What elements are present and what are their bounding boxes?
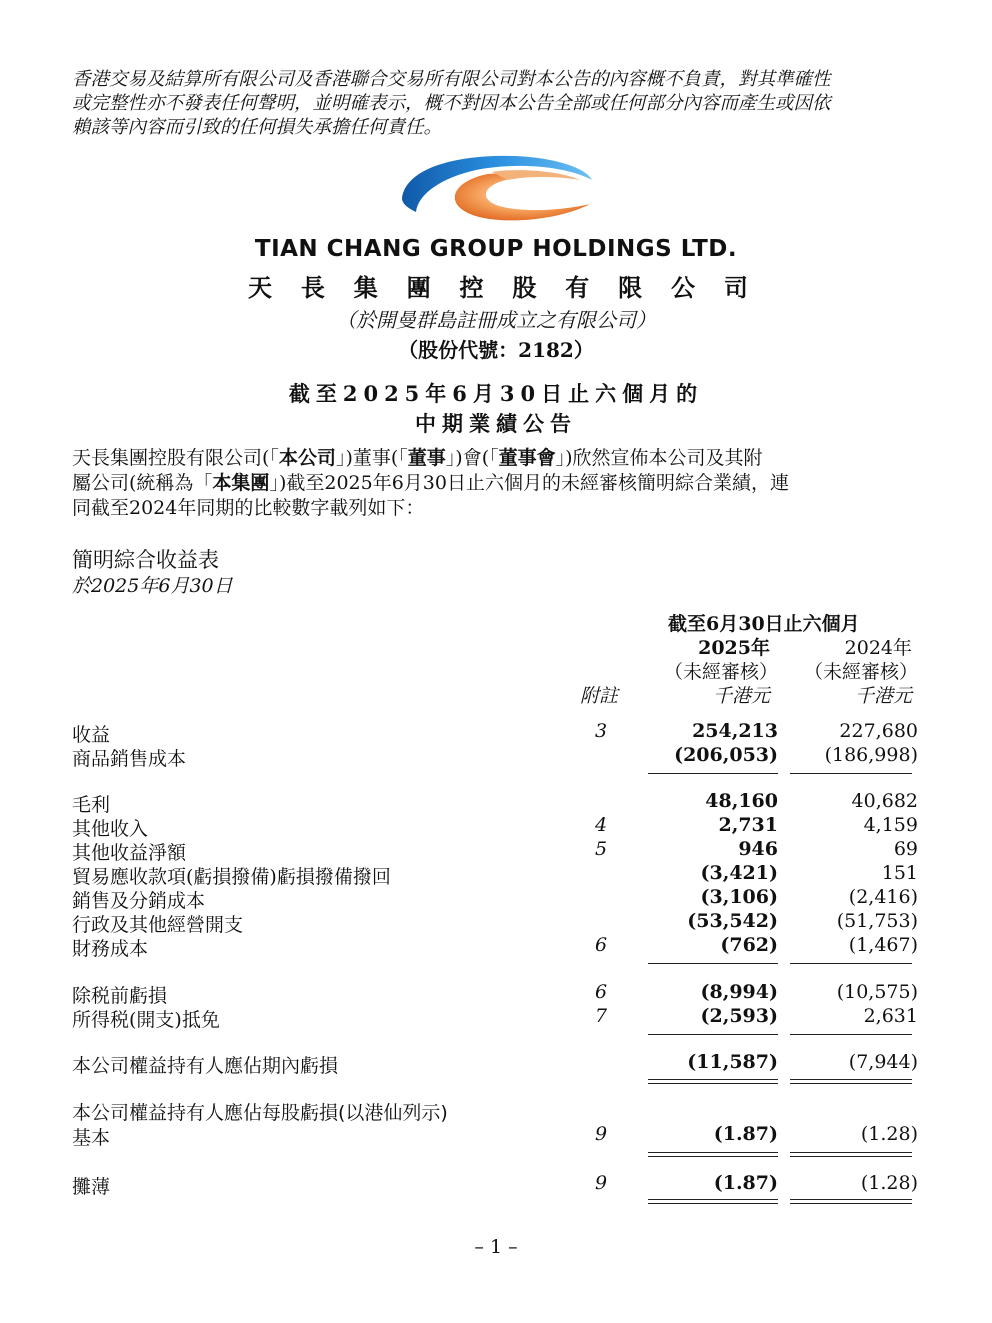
row-value-2024: (186,998) [824, 744, 918, 766]
company-name-zh-char: 長 [300, 274, 325, 302]
row-label: 銷售及分銷成本 [72, 890, 206, 912]
table-row [0, 886, 992, 910]
row-value-2024: (10,575) [836, 981, 918, 1003]
table-row [0, 1005, 992, 1029]
row-label: 貿易應收款項(虧損撥備)虧損撥備撥回 [72, 866, 391, 888]
row-label: 基本 [72, 1127, 111, 1149]
intro-defined-term: 董事會 [498, 447, 556, 469]
total-double-rule [648, 1079, 778, 1084]
row-value-2025: 48,160 [705, 790, 778, 812]
page-number: – 1 – [474, 1236, 518, 1258]
table-row [0, 1123, 992, 1147]
total-double-rule [648, 1152, 778, 1157]
company-name-zh-char: 公 [671, 274, 695, 302]
row-value-2025: (3,106) [700, 886, 778, 908]
intro-paragraph [72, 446, 922, 521]
row-note: 7 [594, 1005, 608, 1027]
table-row [0, 720, 992, 744]
row-value-2025: (1.87) [713, 1172, 778, 1194]
row-value-2025: (3,421) [700, 862, 778, 884]
table-row [0, 744, 992, 768]
subtotal-rule [648, 773, 778, 774]
row-label: 財務成本 [72, 938, 149, 960]
row-value-2025: (206,053) [674, 744, 778, 766]
col-2025-year: 2025年 [698, 637, 770, 659]
intro-text: 」)截至2025年6月30日止六個月的未經審核簡明綜合業績，連 [269, 472, 789, 494]
table-row [0, 862, 992, 886]
row-label: 除税前虧損 [72, 985, 168, 1007]
intro-line [72, 471, 922, 496]
row-note: 3 [594, 720, 608, 742]
row-value-2024: (1.28) [860, 1123, 918, 1145]
col-2024-year: 2024年 [844, 637, 912, 659]
row-label: 本公司權益持有人應佔期內虧損 [72, 1055, 339, 1077]
row-value-2024: 151 [881, 862, 918, 884]
total-double-rule [790, 1152, 912, 1157]
row-value-2024: 69 [893, 838, 918, 860]
col-2024-audit: （未經審核） [803, 661, 918, 683]
announcement-title-line2: 中期業績公告 [415, 411, 577, 436]
row-value-2024: 227,680 [839, 720, 918, 742]
row-value-2024: (51,753) [836, 910, 918, 932]
intro-line: 同截至2024年同期的比較數字載列如下： [72, 497, 425, 519]
table-row [0, 934, 992, 958]
table-row [0, 1051, 992, 1075]
subtotal-rule [790, 773, 912, 774]
row-note: 6 [594, 934, 608, 956]
company-name-zh [248, 268, 748, 303]
company-name-zh-char: 限 [618, 274, 643, 302]
period-header: 截至6月30日止六個月 [668, 613, 860, 635]
announcement-title-line1: 截至2025年6月30日止六個月的 [288, 381, 704, 406]
intro-defined-term: 本集團 [212, 472, 270, 494]
intro-text: 屬公司(統稱為「 [72, 472, 213, 494]
row-value-2024: 40,682 [851, 790, 918, 812]
disclaimer-line: 或完整性亦不發表任何聲明，並明確表示，概不對因本公告全部或任何部分內容而產生或因依 [72, 93, 831, 114]
disclaimer-line: 賴該等內容而引致的任何損失承擔任何責任。 [72, 117, 443, 138]
row-value-2024: 4,159 [863, 814, 918, 836]
row-value-2024: (1.28) [860, 1172, 918, 1194]
total-double-rule [790, 1199, 912, 1204]
row-label: 收益 [72, 724, 111, 746]
table-row [0, 1098, 992, 1122]
intro-text: 天長集團控股有限公司(「 [72, 447, 279, 469]
company-name-zh-char: 司 [723, 274, 748, 302]
row-label: 其他收益淨額 [72, 842, 187, 864]
row-value-2025: (2,593) [700, 1005, 778, 1027]
row-value-2025: (762) [720, 934, 778, 956]
intro-text: 」)董事(「 [335, 447, 408, 469]
total-double-rule [790, 1079, 912, 1084]
table-row [0, 814, 992, 838]
col-2024-unit: 千港元 [854, 685, 912, 707]
subtotal-rule [648, 1034, 778, 1035]
table-row [0, 838, 992, 862]
company-name-en: TIAN CHANG GROUP HOLDINGS LTD. [254, 236, 738, 262]
statement-title: 簡明綜合收益表 [72, 548, 219, 572]
col-2025-audit: （未經審核） [663, 661, 778, 683]
incorporation-note: （於開曼群島註冊成立之有限公司） [336, 308, 656, 332]
company-name-zh-char: 集 [353, 274, 378, 302]
company-name-zh-char: 有 [565, 274, 590, 302]
table-row [0, 1172, 992, 1196]
subtotal-rule [790, 1034, 912, 1035]
company-name-zh-char: 天 [248, 274, 272, 302]
row-label: 商品銷售成本 [72, 748, 187, 770]
row-label: 其他收入 [72, 818, 149, 840]
company-logo [396, 150, 596, 232]
note-column-header: 附註 [580, 685, 619, 707]
company-name-zh-char: 控 [459, 274, 484, 302]
row-note: 9 [594, 1123, 608, 1145]
row-label: 所得税(開支)抵免 [72, 1009, 220, 1031]
company-name-zh-char: 團 [406, 274, 431, 302]
statement-date: 於2025年6月30日 [72, 575, 233, 597]
row-note: 4 [594, 814, 608, 836]
row-value-2025: (11,587) [687, 1051, 778, 1073]
intro-defined-term: 董事 [407, 447, 446, 469]
row-label: 攤薄 [72, 1176, 111, 1198]
row-value-2024: (1,467) [848, 934, 918, 956]
intro-text: 」)會(「 [445, 447, 499, 469]
col-2025-unit: 千港元 [712, 685, 770, 707]
subtotal-rule [790, 963, 912, 964]
row-value-2025: 254,213 [692, 720, 778, 742]
row-value-2024: 2,631 [863, 1005, 918, 1027]
table-row [0, 910, 992, 934]
total-double-rule [648, 1199, 778, 1204]
table-row [0, 790, 992, 814]
intro-text: 」)欣然宣佈本公司及其附 [555, 447, 763, 469]
row-value-2025: 946 [738, 838, 778, 860]
row-note: 5 [594, 838, 608, 860]
subtotal-rule [648, 963, 778, 964]
row-note: 9 [594, 1172, 608, 1194]
row-label: 毛利 [72, 794, 111, 816]
disclaimer-line: 香港交易及結算所有限公司及香港聯合交易所有限公司對本公告的內容概不負責，對其準確性 [72, 69, 831, 90]
row-note: 6 [594, 981, 608, 1003]
intro-line [72, 446, 922, 471]
row-value-2025: (1.87) [713, 1123, 778, 1145]
row-value-2025: 2,731 [718, 814, 778, 836]
table-row [0, 981, 992, 1005]
intro-defined-term: 本公司 [278, 447, 336, 469]
row-value-2025: (53,542) [687, 910, 778, 932]
row-value-2024: (2,416) [848, 886, 918, 908]
row-label: 本公司權益持有人應佔每股虧損(以港仙列示) [72, 1102, 448, 1124]
stock-code: （股份代號：2182） [398, 338, 594, 362]
disclaimer [72, 68, 922, 140]
row-label: 行政及其他經營開支 [72, 914, 244, 936]
row-value-2024: (7,944) [848, 1051, 918, 1073]
row-value-2025: (8,994) [700, 981, 778, 1003]
company-name-zh-char: 股 [512, 274, 537, 302]
